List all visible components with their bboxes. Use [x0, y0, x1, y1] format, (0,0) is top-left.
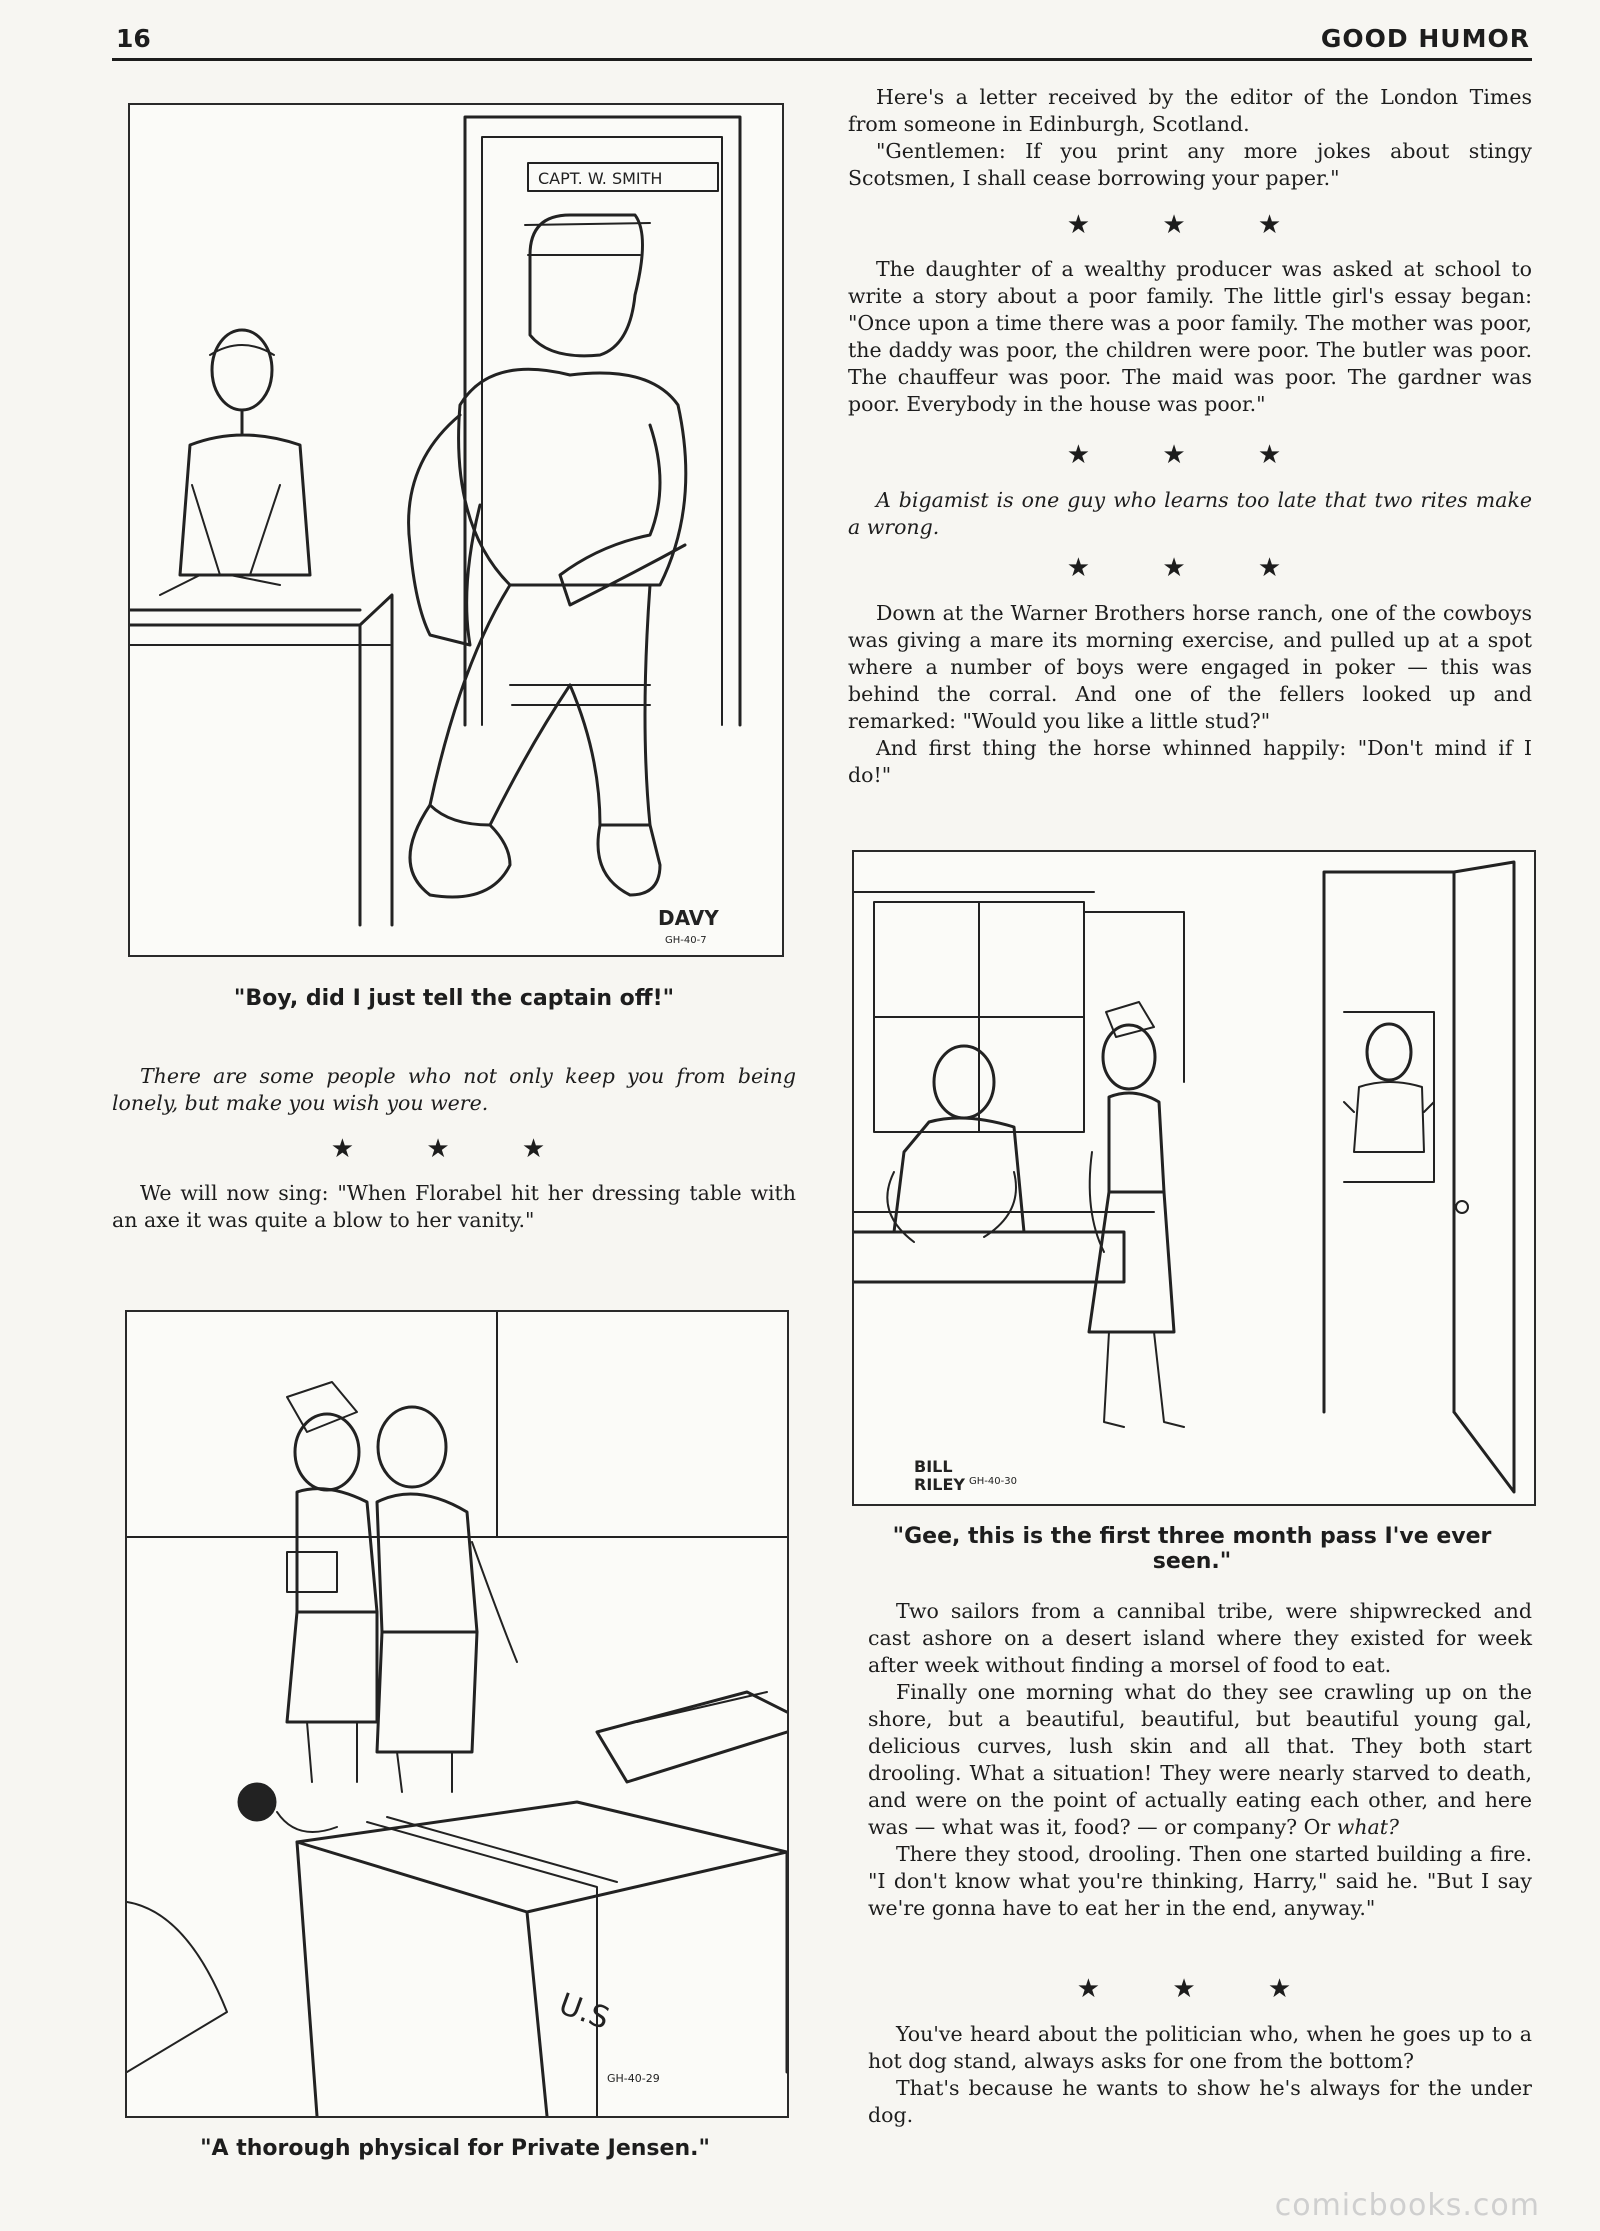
joke-lonely: [112, 1063, 796, 1117]
page-header: [112, 22, 1532, 61]
joke-cannibal: [868, 1598, 1532, 1922]
stars-divider: ★ ★ ★: [1066, 553, 1314, 583]
magazine-title: GOOD HUMOR: [1320, 24, 1530, 53]
joke-cannibal-line-2: [868, 1679, 1532, 1841]
joke-politician-line-2: That's because he wants to show he's always for the under dog.: [868, 2076, 1532, 2127]
signature-davy: DAVY: [658, 906, 719, 930]
cartoon-pass-drawing: [854, 852, 1534, 1504]
cartoon-code: GH-40-30: [969, 1476, 1017, 1487]
cartoon-captain-drawing: [130, 105, 782, 955]
joke-politician: [868, 2021, 1532, 2129]
stars-divider: ★ ★ ★: [1066, 440, 1314, 470]
stars-divider: ★ ★ ★: [1066, 210, 1314, 240]
stars-divider: ★ ★ ★: [1076, 1974, 1324, 2004]
joke-florabel: [112, 1180, 796, 1234]
joke-cannibal-line-2-end: what?: [1336, 1815, 1399, 1839]
door-sign-text: CAPT. W. SMITH: [538, 169, 663, 188]
joke-bigamist-text: A bigamist is one guy who learns too late that two rites make a wrong.: [848, 488, 1532, 539]
joke-ranch: [848, 600, 1532, 789]
joke-cannibal-line-3: There they stood, drooling. Then one started building a fire. "I don't know what you're thinking, Harry," said he. "But I say we're gonna have to eat her in the end, anyway.": [868, 1842, 1532, 1920]
joke-ranch-line-2: And first thing the horse whinned happily: "Don't mind if I do!": [848, 736, 1532, 787]
bed-mark-us: U.S: [554, 1986, 614, 2037]
site-watermark: comicbooks.com: [1274, 2188, 1540, 2223]
signature-riley: RILEY: [914, 1475, 965, 1494]
joke-cannibal-line-1: Two sailors from a cannibal tribe, were shipwrecked and cast ashore on a desert island where they existed for week after week without finding a morsel of food to eat.: [868, 1599, 1532, 1677]
joke-scotland: [848, 84, 1532, 192]
joke-ranch-line-1: Down at the Warner Brothers horse ranch, one of the cowboys was giving a mare its morning exercise, and pulled up at a spot where a number of boys were engaged in poker — this was behind the corral. And one of the fellers looked up and remarked: "Would you like a little stud?": [848, 601, 1532, 733]
cartoon-pass-panel: [852, 850, 1536, 1506]
joke-producer: [848, 256, 1532, 418]
cartoon-code: GH-40-7: [665, 935, 707, 946]
cartoon-physical-drawing: [127, 1312, 787, 2116]
cartoon-captain-caption: "Boy, did I just tell the captain off!": [233, 986, 675, 1011]
joke-florabel-text: We will now sing: "When Florabel hit her dressing table with an axe it was quite a blow to her vanity.": [112, 1181, 796, 1232]
stars-divider: ★ ★ ★: [330, 1134, 578, 1164]
cartoon-physical-caption: "A thorough physical for Private Jensen.": [200, 2136, 710, 2161]
cartoon-code: GH-40-29: [607, 2072, 660, 2085]
cartoon-physical-panel: [125, 1310, 789, 2118]
joke-bigamist: [848, 487, 1532, 541]
cartoon-captain-panel: [128, 103, 784, 957]
page-number: 16: [116, 24, 151, 53]
signature-bill: BILL: [914, 1457, 953, 1476]
cartoon-pass-caption: "Gee, this is the first three month pass I've ever seen.": [892, 1524, 1492, 1574]
joke-producer-text: The daughter of a wealthy producer was asked at school to write a story about a poor family. The little girl's essay began: "Once upon a time there was a poor family. The mother was poor, the daddy was poor, the children were poor. The butler was poor. The chauffeur was poor. The maid was poor. The gardner was poor. Everybody in the house was poor.": [848, 257, 1532, 416]
joke-lonely-text: There are some people who not only keep you from being lonely, but make you wish you were.: [112, 1064, 796, 1115]
joke-politician-line-1: You've heard about the politician who, when he goes up to a hot dog stand, always asks for one from the bottom?: [868, 2022, 1532, 2073]
joke-scotland-line-2: "Gentlemen: If you print any more jokes about stingy Scotsmen, I shall cease borrowing your paper.": [848, 139, 1532, 190]
joke-scotland-line-1: Here's a letter received by the editor of the London Times from someone in Edinburgh, Scotland.: [848, 85, 1532, 136]
joke-cannibal-line-2-text: Finally one morning what do they see crawling up on the shore, but a beautiful, beautiful, but beautiful young gal, delicious curves, lush skin and all that. They both start drooling. What a situation! They were nearly starved to death, and were on the point of actually eating each other, and here was — what was it, food? — or company? Or: [868, 1680, 1532, 1839]
